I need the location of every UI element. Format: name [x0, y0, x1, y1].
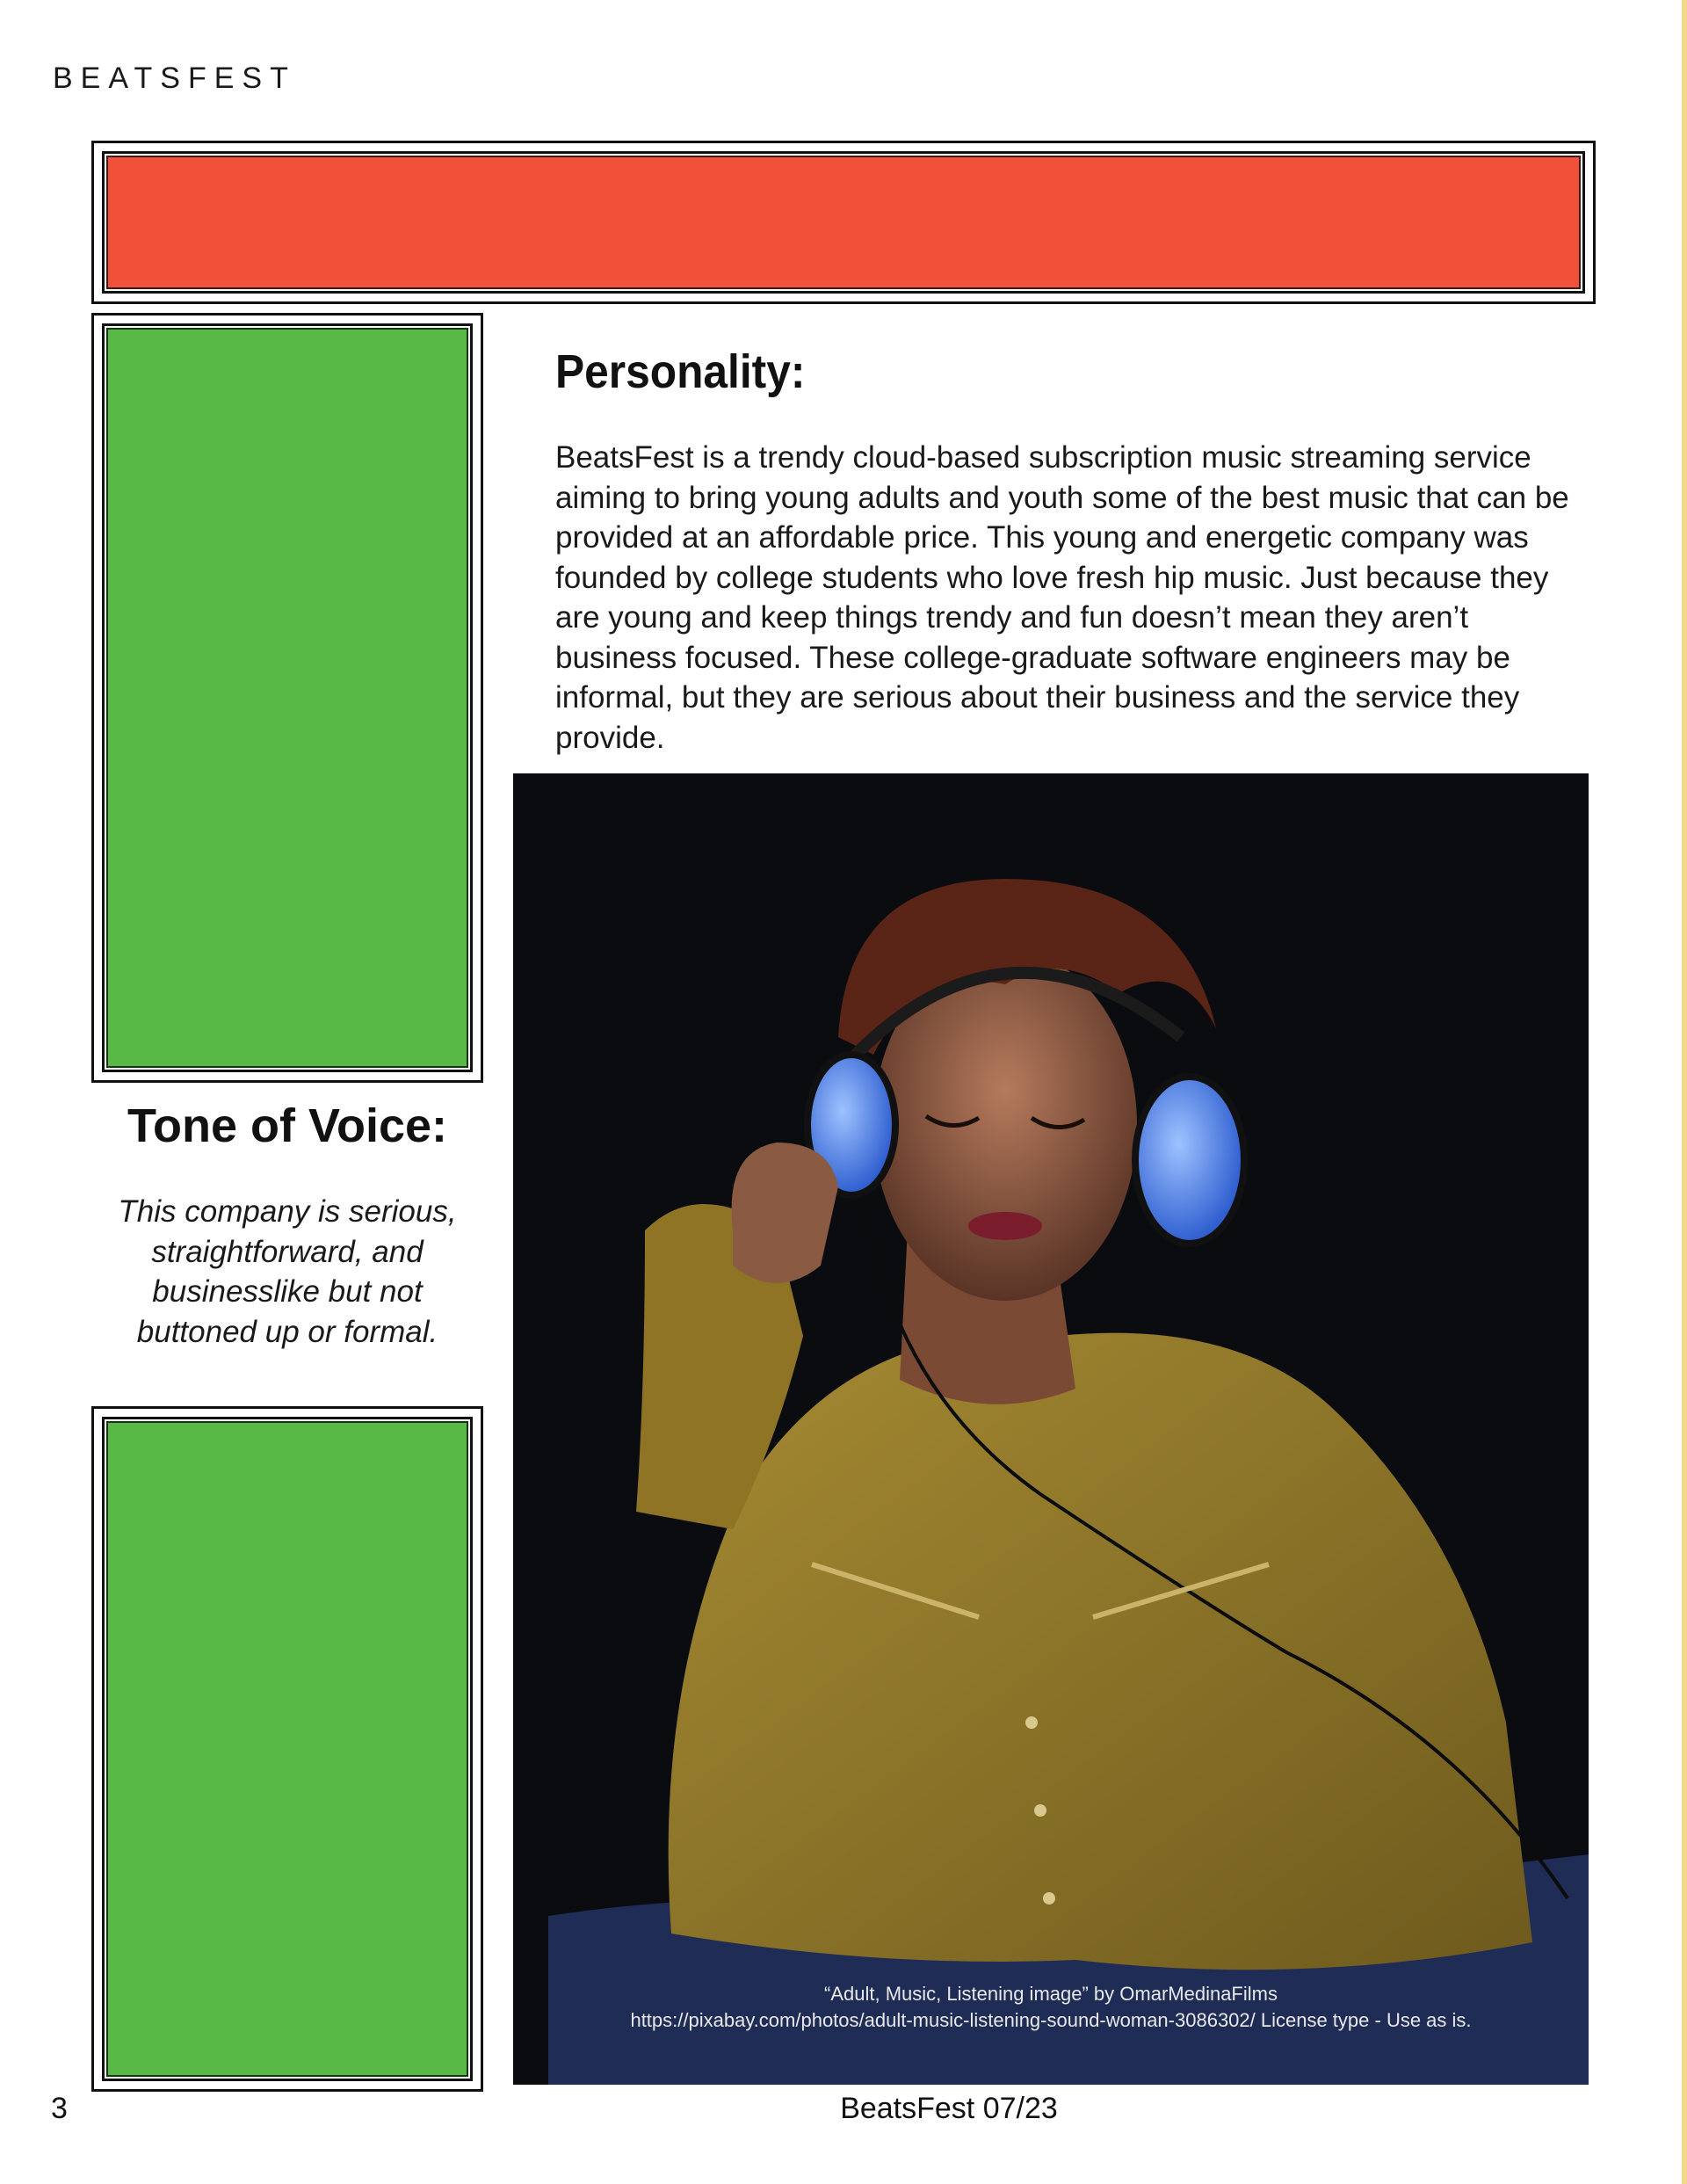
- photo-credit-title: “Adult, Music, Listening image” by OmarMedinaFilms: [824, 1983, 1278, 2005]
- page-number: 3: [51, 2092, 68, 2125]
- footer-text: BeatsFest 07/23: [840, 2092, 1058, 2125]
- tone-of-voice-heading: Tone of Voice:: [127, 1099, 447, 1152]
- woman-listening-headphones-photo: [513, 773, 1589, 2085]
- green-panel-bottom: [91, 1406, 483, 2092]
- page-edge-accent: [1682, 0, 1687, 2184]
- photo-credit-url: https://pixabay.com/photos/adult-music-listening-sound-woman-3086302/ License type - Use as is.: [630, 2009, 1472, 2031]
- red-banner: [91, 141, 1596, 304]
- photo-credit: [513, 1981, 1589, 2034]
- personality-body: BeatsFest is a trendy cloud-based subscription music streaming service aiming to bring young adults and youth some of the best music that can be provided at an affordable price. This young and energetic company was founded by college students who love fresh hip music. Just because they are young and keep things trendy and fun doesn’t mean they aren’t business focused. These college-graduate software engineers may be informal, but they are serious about their business and the service they provide.: [555, 440, 1569, 755]
- personality-heading: Personality:: [555, 345, 806, 398]
- brand-wordmark: BEATSFEST: [53, 62, 296, 95]
- tone-of-voice-body: This company is serious, straightforward, and businesslike but not buttoned up or formal.: [118, 1194, 457, 1349]
- green-panel-top: [91, 313, 483, 1083]
